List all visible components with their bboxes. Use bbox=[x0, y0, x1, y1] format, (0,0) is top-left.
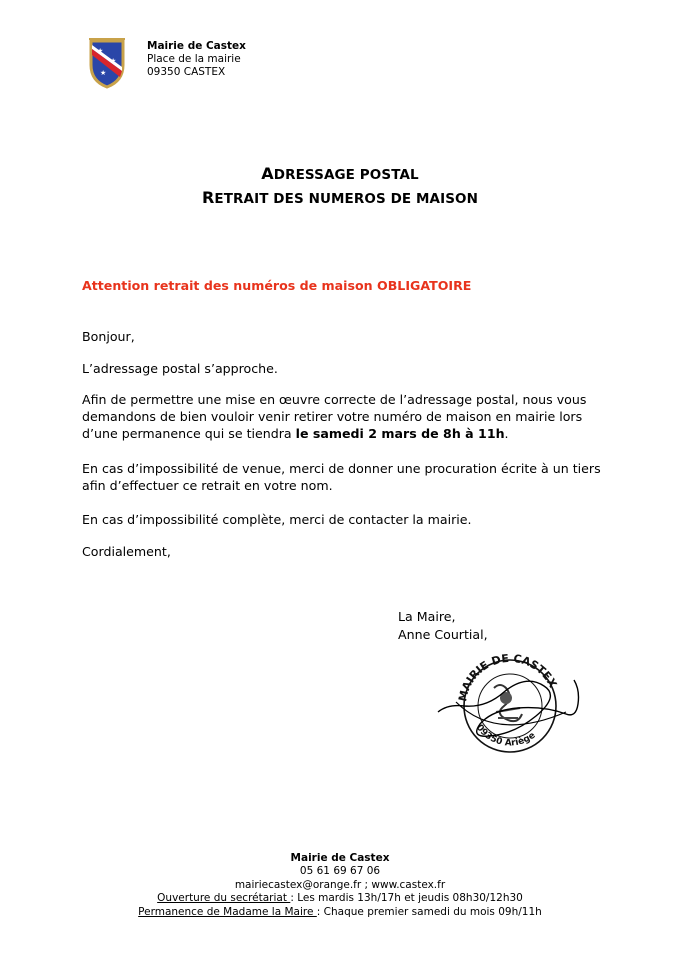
signature-block bbox=[398, 608, 488, 644]
letterhead-address-line2: 09350 CASTEX bbox=[147, 66, 226, 78]
svg-text:★: ★ bbox=[110, 57, 117, 65]
alert-notice: Attention retrait des numéros de maison OBLIGATOIRE bbox=[82, 278, 472, 293]
footer-name: Mairie de Castex bbox=[290, 852, 390, 864]
svg-text:09350 Ariège: 09350 Ariège bbox=[473, 722, 538, 749]
footer-hours: Ouverture du secrétariat : Les mardis 13h/17h et jeudis 08h30/12h30 bbox=[157, 892, 523, 905]
footer-phone: 05 61 69 67 06 bbox=[299, 865, 381, 878]
footer bbox=[0, 852, 680, 919]
letterhead bbox=[147, 40, 246, 79]
svg-text:★: ★ bbox=[100, 69, 107, 77]
paragraph-2: Afin de permettre une mise en œuvre correcte de l’adressage postal, nous vous demandons de bien vouloir venir retirer votre numéro de maison en mairie lors d’une permanence qui se tiendra le samedi 2 mars de 8h à 11h. bbox=[82, 392, 587, 441]
signature-name: Anne Courtial, bbox=[398, 627, 488, 642]
signature-role: La Maire, bbox=[398, 609, 456, 624]
svg-text:MAIRIE DE CASTEX: MAIRIE DE CASTEX bbox=[456, 651, 560, 703]
svg-text:★: ★ bbox=[97, 47, 104, 55]
closing: Cordialement, bbox=[82, 544, 171, 559]
paragraph-3: En cas d’impossibilité de venue, merci de donner une procuration écrite à un tiers afin d’effectuer ce retrait en votre nom. bbox=[82, 461, 601, 493]
official-stamp bbox=[436, 648, 586, 756]
letterhead-address-line1: Place de la mairie bbox=[147, 53, 241, 65]
greeting: Bonjour, bbox=[82, 329, 135, 344]
title-line1: ADRESSAGE POSTAL bbox=[261, 164, 419, 183]
letterhead-name: Mairie de Castex bbox=[147, 40, 246, 52]
footer-contact: mairiecastex@orange.fr ; www.castex.fr bbox=[234, 878, 446, 891]
paragraph-1: L’adressage postal s’approche. bbox=[82, 361, 278, 376]
footer-permanence: Permanence de Madame la Maire : Chaque premier samedi du mois 09h/11h bbox=[138, 905, 542, 918]
coat-of-arms-logo bbox=[86, 37, 128, 89]
title-line2: RETRAIT DES NUMEROS DE MAISON bbox=[201, 188, 479, 207]
permanence-date: le samedi 2 mars de 8h à 11h bbox=[295, 426, 505, 441]
paragraph-4: En cas d’impossibilité complète, merci de contacter la mairie. bbox=[82, 512, 472, 527]
